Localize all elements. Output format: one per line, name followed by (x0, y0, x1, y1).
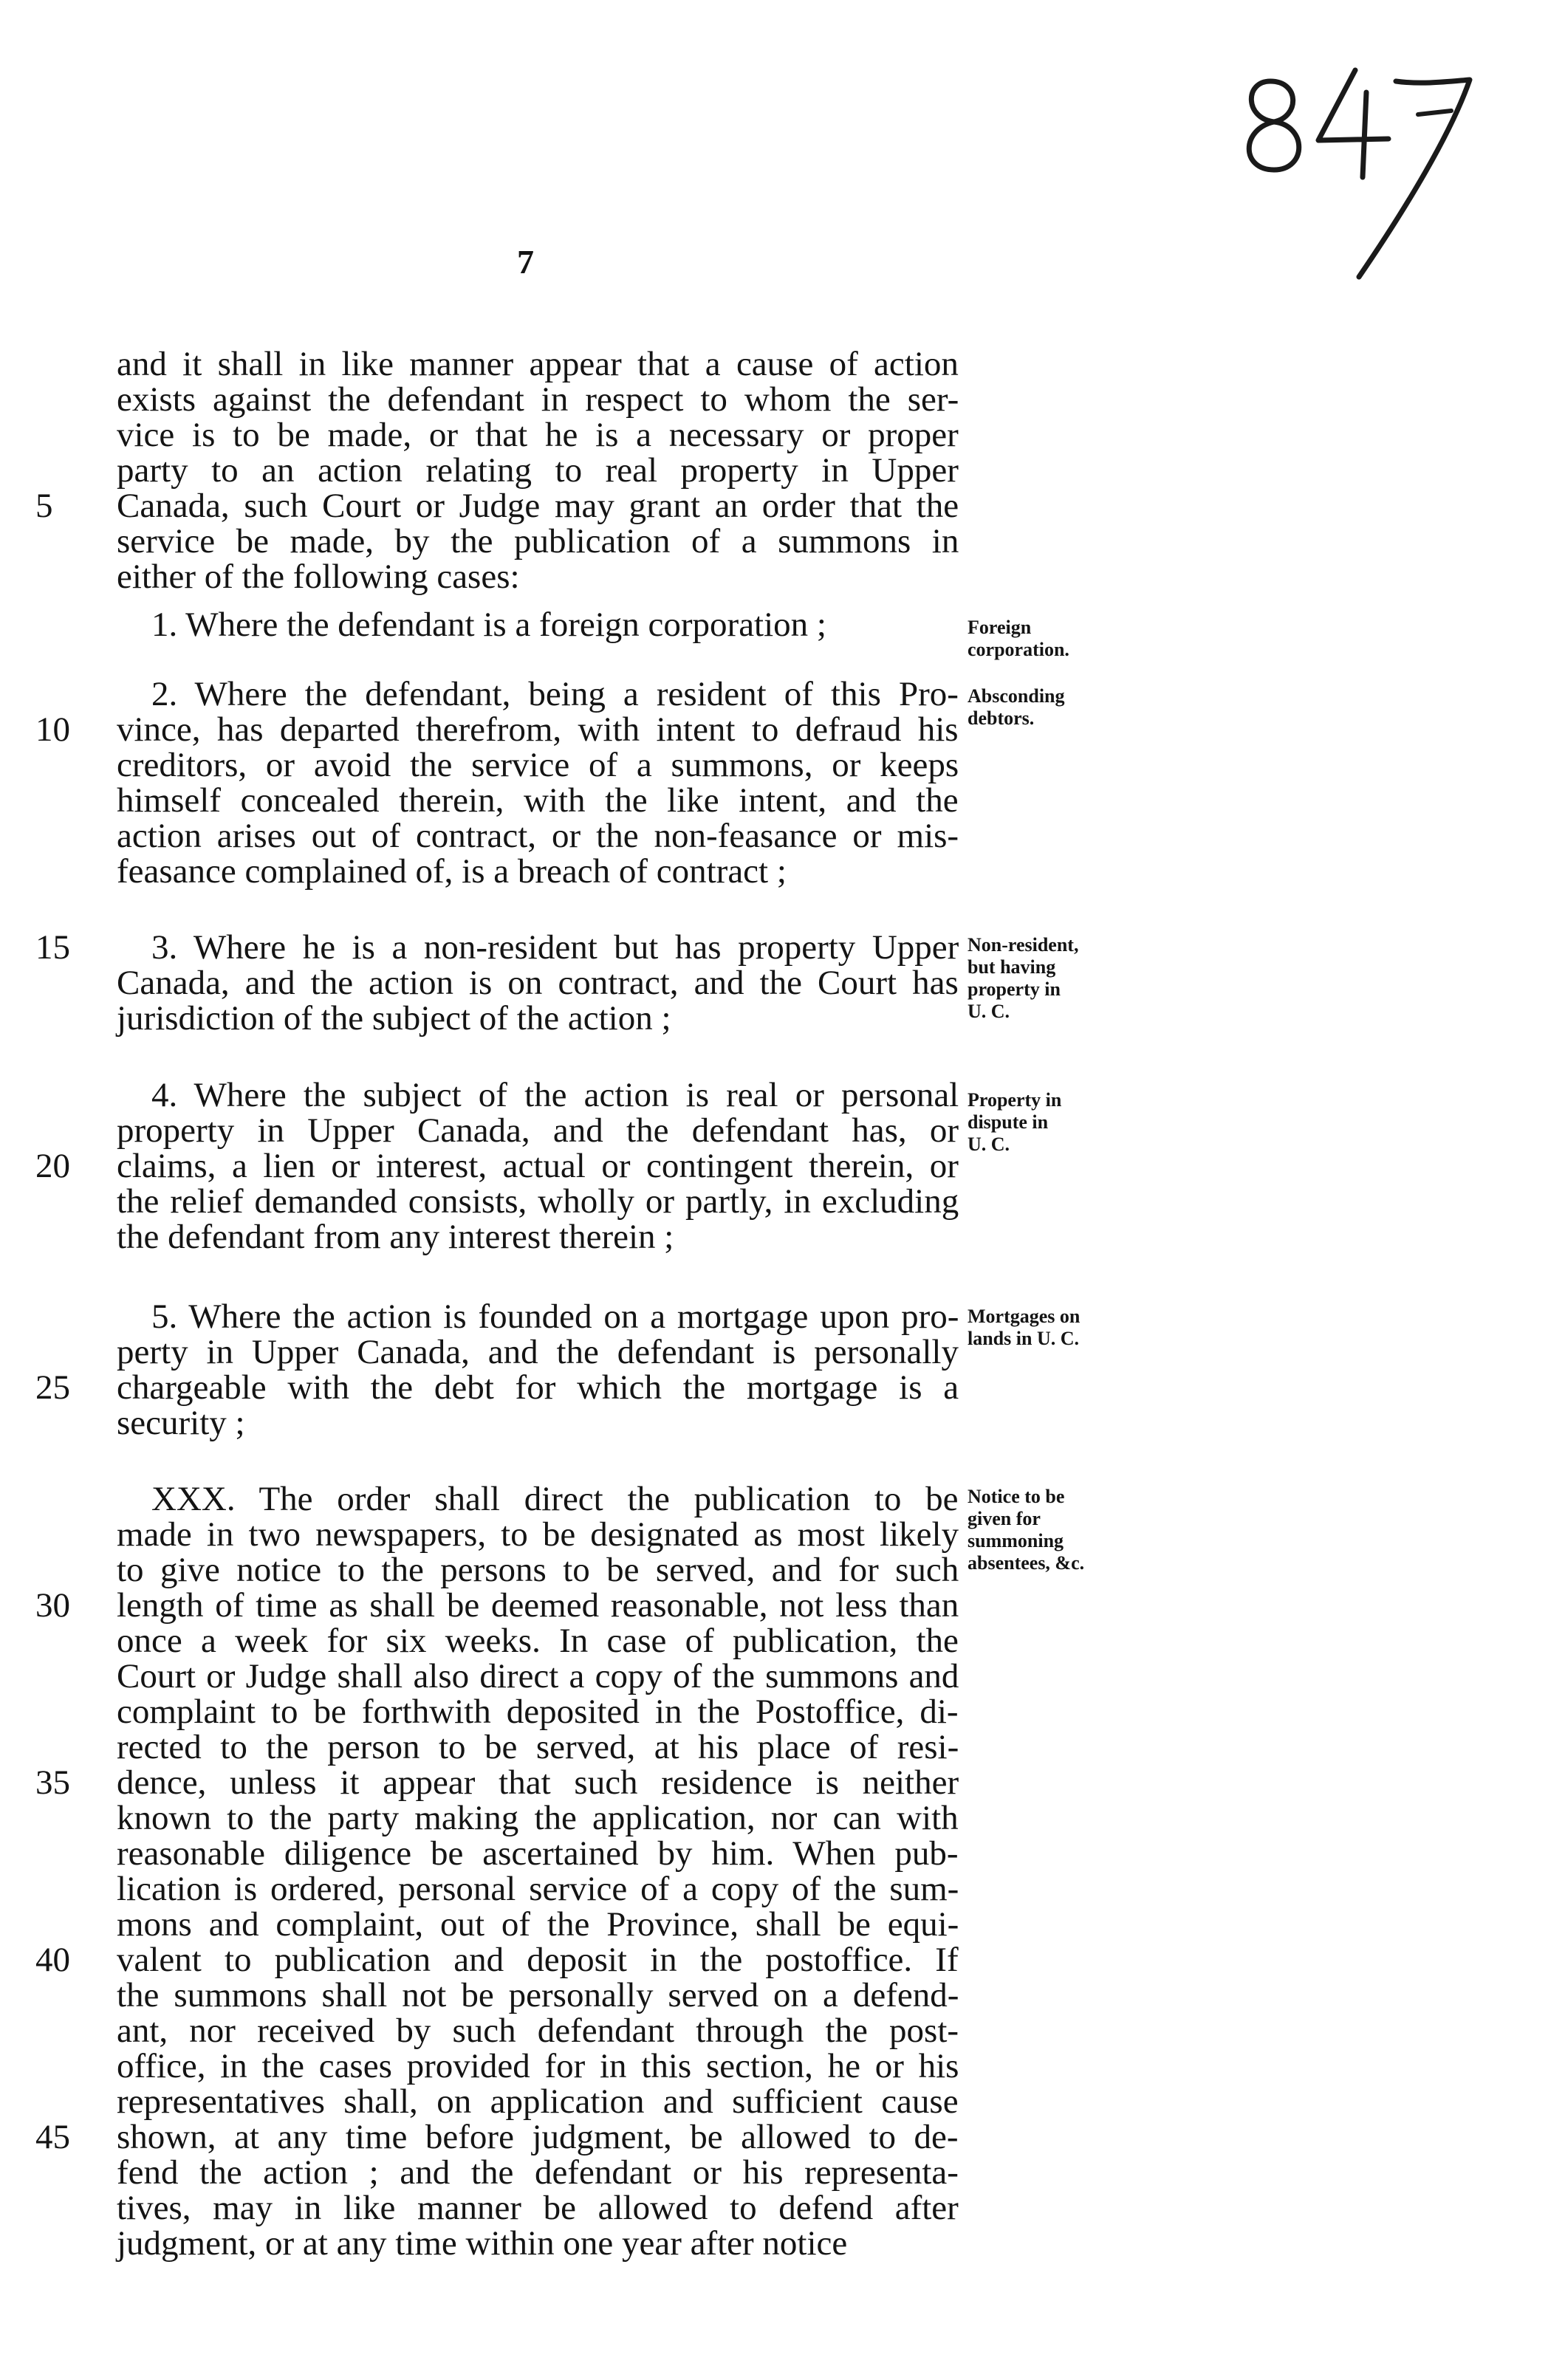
text-line: length of time as shall be deemed reasonable, not less than (117, 1586, 959, 1625)
margin-note-property-in-dispute (968, 1089, 1115, 1156)
text-line: the summons shall not be personally served on a defend- (117, 1976, 959, 2014)
line-number: 35 (35, 1763, 70, 1802)
text-line: Canada, and the action is on contract, and the Court has (117, 964, 959, 1002)
page-number: 7 (517, 243, 534, 281)
text-line: 3. Where he is a non-resident but has property Upper (151, 928, 959, 967)
text-line: action arises out of contract, or the non-feasance or mis- (117, 817, 959, 855)
text-line: Canada, such Court or Judge may grant an order that the (117, 487, 959, 525)
margin-note-line: lands in U. C. (968, 1328, 1079, 1349)
handwritten-folio-number (1230, 52, 1496, 295)
margin-note-line: Non-resident, (968, 934, 1079, 956)
text-line: reasonable diligence be ascertained by him. When pub- (117, 1834, 959, 1873)
text-line: 5. Where the action is founded on a mortgage upon pro- (151, 1297, 959, 1336)
text-line: valent to publication and deposit in the postoffice. If (117, 1941, 959, 1979)
margin-note-line: Absconding (968, 685, 1065, 707)
line-number: 40 (35, 1941, 70, 1979)
text-line: XXX. The order shall direct the publication to be (151, 1480, 959, 1518)
text-line: Court or Judge shall also direct a copy of the summons and (117, 1657, 959, 1695)
margin-note-line: U. C. (968, 1134, 1010, 1155)
line-number: 15 (35, 928, 70, 967)
margin-note-line: U. C. (968, 1001, 1010, 1022)
text-line: 4. Where the subject of the action is real or personal (151, 1076, 959, 1114)
text-line: dence, unless it appear that such residence is neither (117, 1763, 959, 1802)
margin-note-line: property in (968, 978, 1061, 1000)
text-line: and it shall in like manner appear that a cause of action (117, 345, 959, 383)
text-line: lication is ordered, personal service of a copy of the sum- (117, 1870, 959, 1908)
text-line: office, in the cases provided for in this section, he or his (117, 2047, 959, 2085)
text-line: rected to the person to be served, at his place of resi- (117, 1728, 959, 1766)
margin-note-non-resident (968, 934, 1115, 1023)
text-line: fend the action ; and the defendant or his representa- (117, 2153, 959, 2192)
text-line: mons and complaint, out of the Province, shall be equi- (117, 1905, 959, 1944)
text-line: party to an action relating to real property in Upper (117, 451, 959, 490)
line-number: 20 (35, 1147, 70, 1185)
margin-note-line: Notice to be (968, 1486, 1065, 1507)
line-number: 25 (35, 1368, 70, 1407)
text-line: vice is to be made, or that he is a necessary or proper (117, 416, 959, 454)
text-line: the defendant from any interest therein ; (117, 1218, 674, 1256)
text-line: himself concealed therein, with the like intent, and the (117, 781, 959, 820)
text-line: the relief demanded consists, wholly or partly, in excluding (117, 1182, 959, 1221)
margin-note-line: Property in (968, 1089, 1062, 1111)
text-line: creditors, or avoid the service of a summons, or keeps (117, 746, 959, 784)
text-line: representatives shall, on application and sufficient cause (117, 2082, 959, 2121)
text-line: tives, may in like manner be allowed to defend after (117, 2189, 959, 2227)
text-line: jurisdiction of the subject of the action ; (117, 999, 671, 1038)
margin-note-line: Foreign (968, 617, 1032, 638)
text-line: once a week for six weeks. In case of publication, the (117, 1622, 959, 1660)
text-line: shown, at any time before judgment, be allowed to de- (117, 2118, 959, 2156)
text-line: perty in Upper Canada, and the defendant is personally (117, 1333, 959, 1371)
text-line: vince, has departed therefrom, with intent to defraud his (117, 710, 959, 749)
handwritten-folio-text (1270, 222, 1286, 233)
text-line: 2. Where the defendant, being a resident of this Pro- (151, 675, 959, 713)
margin-note-line: absentees, &c. (968, 1552, 1085, 1574)
text-line: known to the party making the application, nor can with (117, 1799, 959, 1837)
line-number: 5 (35, 487, 53, 525)
text-line: property in Upper Canada, and the defendant has, or (117, 1111, 959, 1150)
line-number: 45 (35, 2118, 70, 2156)
margin-note-foreign-corporation (968, 617, 1115, 661)
text-line: claims, a lien or interest, actual or contingent therein, or (117, 1147, 959, 1185)
margin-note-absconding-debtors (968, 685, 1115, 730)
text-line: security ; (117, 1404, 245, 1442)
text-line: exists against the defendant in respect to whom the ser- (117, 380, 959, 419)
text-line: ant, nor received by such defendant through the post- (117, 2012, 959, 2050)
margin-note-mortgages (968, 1306, 1115, 1350)
text-line: made in two newspapers, to be designated as most likely (117, 1515, 959, 1554)
text-line: either of the following cases: (117, 558, 520, 596)
margin-note-line: given for (968, 1508, 1041, 1529)
text-line: feasance complained of, is a breach of contract ; (117, 852, 787, 891)
text-line: to give notice to the persons to be served, and for such (117, 1551, 959, 1589)
margin-note-line: Mortgages on (968, 1306, 1081, 1327)
margin-note-notice-absentees (968, 1486, 1115, 1574)
text-line: 1. Where the defendant is a foreign corporation ; (151, 606, 826, 644)
text-line: complaint to be forthwith deposited in the Postoffice, di- (117, 1693, 959, 1731)
line-number: 10 (35, 710, 70, 749)
margin-note-line: corporation. (968, 639, 1069, 660)
margin-note-line: but having (968, 956, 1056, 978)
text-line: judgment, or at any time within one year after notice (117, 2224, 848, 2263)
text-line: chargeable with the debt for which the mortgage is a (117, 1368, 959, 1407)
margin-note-line: debtors. (968, 707, 1035, 729)
margin-note-line: summoning (968, 1530, 1064, 1551)
margin-note-line: dispute in (968, 1111, 1049, 1133)
text-line: service be made, by the publication of a summons in (117, 522, 959, 560)
line-number: 30 (35, 1586, 70, 1625)
